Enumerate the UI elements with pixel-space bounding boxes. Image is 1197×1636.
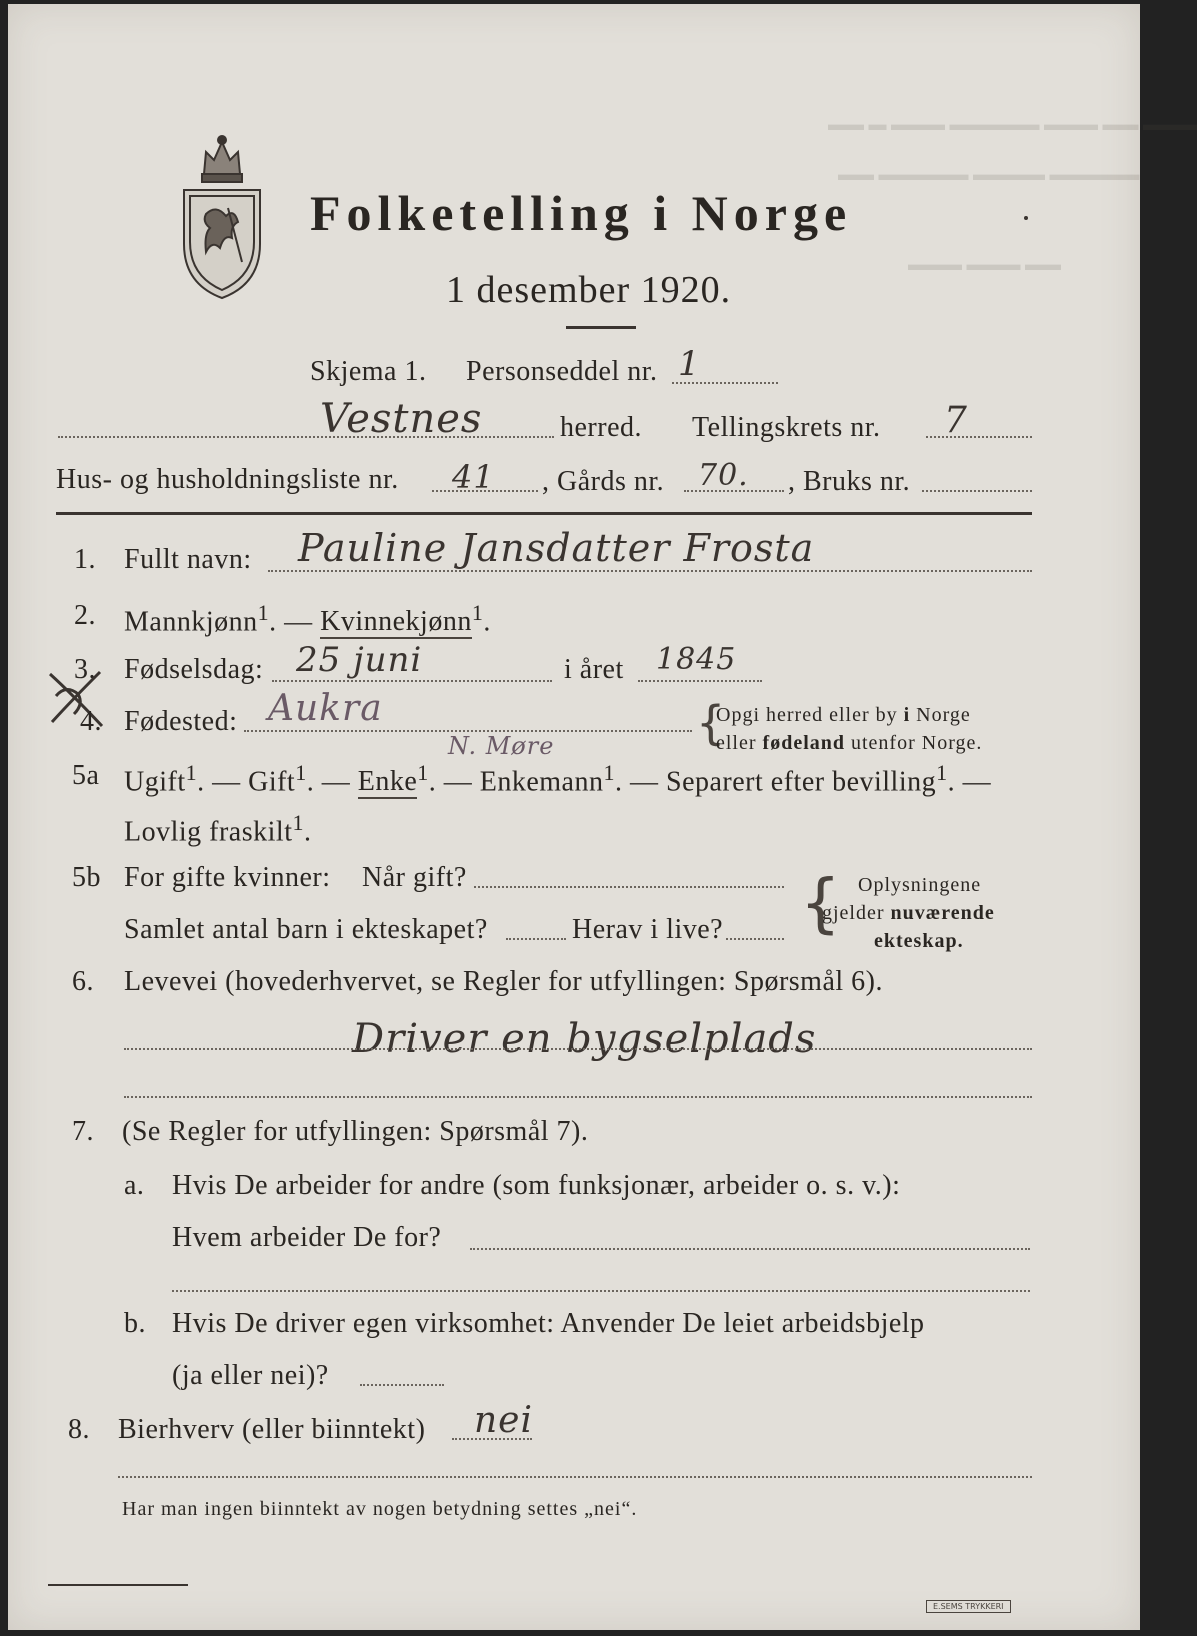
- q5b-note-line2: gjelder nuværende: [822, 902, 995, 924]
- q5b-herav: Herav i live?: [572, 914, 724, 945]
- q5b-note-line3: ekteskap.: [874, 930, 964, 952]
- q6-label: Levevei (hovederhvervet, se Regler for utfyllingen: Spørsmål 6).: [124, 966, 883, 997]
- header-separator: [56, 512, 1032, 515]
- q7-label: (Se Regler for utfyllingen: Spørsmål 7).: [122, 1116, 589, 1147]
- option-gift[interactable]: Gift: [248, 766, 296, 798]
- q7b-dotted-line: [360, 1384, 444, 1386]
- q7-number: 7.: [72, 1116, 94, 1147]
- bleed-through-text: ▬▬ ▬ ▬▬▬ ▬▬▬▬▬ ▬▬▬ ▬▬ ▬▬▬: [828, 114, 1197, 134]
- q3-year-label: i året: [564, 654, 624, 685]
- bruks-dotted-line: [922, 490, 1032, 492]
- gards-label: , Gårds nr.: [542, 466, 665, 497]
- q4-note-brace: {: [696, 696, 726, 750]
- q7a-sub: Hvem arbeider De for?: [172, 1222, 442, 1253]
- bleed-through-text: ▬▬ ▬▬▬▬▬ ▬▬▬▬ ▬▬▬▬▬: [838, 164, 1140, 184]
- q7a-dotted-line-1: [470, 1248, 1030, 1250]
- tellingskrets-label: Tellingskrets nr.: [692, 412, 881, 443]
- q5b-number: 5b: [72, 862, 101, 893]
- hus-label: Hus- og husholdningsliste nr.: [56, 464, 399, 495]
- form-title: Folketelling i Norge: [310, 185, 853, 241]
- tellingskrets-dotted-line: [926, 436, 1032, 438]
- skjema-label: Skjema 1.: [310, 356, 427, 387]
- q6-number: 6.: [72, 966, 94, 997]
- q5b-naar-gift: Når gift?: [362, 862, 467, 893]
- q5b-samlet-dotted-line: [506, 938, 566, 940]
- birth-year-value[interactable]: 1845: [656, 642, 737, 677]
- q7b-text: Hvis De driver egen virksomhet: Anvender De leiet arbeidsbjelp: [172, 1308, 925, 1339]
- q5b-naar-dotted-line: [474, 886, 784, 888]
- q1-dotted-line: [268, 570, 1032, 572]
- occupation-value[interactable]: Driver en bygselplads: [352, 1016, 817, 1062]
- q4-note-line1: Opgi herred eller by i Norge: [716, 704, 971, 726]
- birthplace-region-value[interactable]: N. Møre: [448, 732, 555, 760]
- birth-day-value[interactable]: 25 juni: [296, 640, 423, 680]
- q3-year-dotted-line: [638, 680, 762, 682]
- q7b-letter: b.: [124, 1308, 146, 1339]
- tellingskrets-value[interactable]: 7: [944, 400, 968, 441]
- personseddel-value[interactable]: 1: [678, 344, 701, 384]
- q7a-letter: a.: [124, 1170, 145, 1201]
- q3-label: Fødselsdag:: [124, 654, 264, 685]
- census-date: 1 desember 1920.: [446, 269, 732, 311]
- q3-number: 3.: [74, 654, 96, 685]
- q4-note-line2: eller fødeland utenfor Norge.: [716, 732, 983, 754]
- q5b-note-brace: {: [800, 867, 841, 941]
- q1-number: 1.: [74, 544, 96, 575]
- q5b-samlet: Samlet antal barn i ekteskapet?: [124, 914, 488, 945]
- printer-stamp: E.SEMS TRYKKERI: [926, 1600, 1011, 1613]
- q5b-label: For gifte kvinner:: [124, 862, 331, 893]
- q5b-note-line1: Oplysningene: [858, 874, 982, 896]
- option-enkemann[interactable]: Enkemann: [479, 766, 604, 798]
- q5a-options: Ugift$^1$. — Gift$^1$. — Enke$^1$. — Enkemann$^1$. — Separert efter bevilling$^1$. —: [124, 760, 992, 798]
- q5a-options-line2: Lovlig fraskilt$^1$.: [124, 810, 312, 848]
- herred-label: herred.: [560, 412, 643, 443]
- q4-label: Fødested:: [124, 706, 238, 737]
- q7a-dotted-line-2: [172, 1290, 1030, 1292]
- footer-left-rule: [48, 1584, 188, 1586]
- q8-dotted-line-1: [452, 1438, 532, 1440]
- q4-number: 4.: [80, 706, 102, 737]
- bleed-through-text: ▬▬▬ ▬▬▬ ▬▬: [908, 254, 1061, 274]
- q5a-number: 5a: [72, 760, 100, 791]
- option-enke-selected[interactable]: Enke: [357, 766, 418, 798]
- q6-dotted-line-2: [124, 1096, 1032, 1098]
- option-mannkjonn[interactable]: Mannkjønn: [124, 606, 258, 638]
- census-form-sheet: [8, 4, 1197, 1630]
- coat-of-arms-emblem: [176, 134, 268, 300]
- q8-label: Bierhverv (eller biinntekt): [118, 1414, 426, 1445]
- q2-options: Mannkjønn$^1$. — Kvinnekjønn$^1$.: [124, 600, 491, 638]
- q6-dotted-line-1: [124, 1048, 1032, 1050]
- q3-day-dotted-line: [272, 680, 552, 682]
- title-divider: [566, 326, 636, 329]
- hus-value[interactable]: 41: [452, 458, 495, 496]
- q8-dotted-line-2: [118, 1476, 1032, 1478]
- q2-number: 2.: [74, 600, 96, 631]
- herred-value[interactable]: Vestnes: [320, 396, 483, 442]
- side-income-value[interactable]: nei: [474, 1400, 534, 1441]
- option-ugift[interactable]: Ugift: [124, 766, 186, 798]
- q7a-text: Hvis De arbeider for andre (som funksjonær, arbeider o. s. v.):: [172, 1170, 901, 1201]
- option-kvinnekjonn-selected[interactable]: Kvinnekjønn: [320, 606, 472, 638]
- ink-speck: [1024, 216, 1028, 220]
- option-lovlig-fraskilt[interactable]: Lovlig fraskilt: [124, 816, 293, 848]
- q1-label: Fullt navn:: [124, 544, 252, 575]
- footer-note: Har man ingen biinntekt av nogen betydning settes „nei“.: [122, 1498, 638, 1520]
- q5b-herav-dotted-line: [726, 938, 784, 940]
- bruks-label: , Bruks nr.: [788, 466, 911, 497]
- q8-number: 8.: [68, 1414, 90, 1445]
- gards-value[interactable]: 70.: [698, 458, 749, 493]
- q7b-sub: (ja eller nei)?: [172, 1360, 329, 1391]
- option-separert[interactable]: Separert efter bevilling: [666, 766, 937, 798]
- personseddel-label: Personseddel nr.: [466, 356, 658, 387]
- full-name-value[interactable]: Pauline Jansdatter Frosta: [298, 526, 815, 570]
- birthplace-value[interactable]: Aukra: [268, 688, 383, 729]
